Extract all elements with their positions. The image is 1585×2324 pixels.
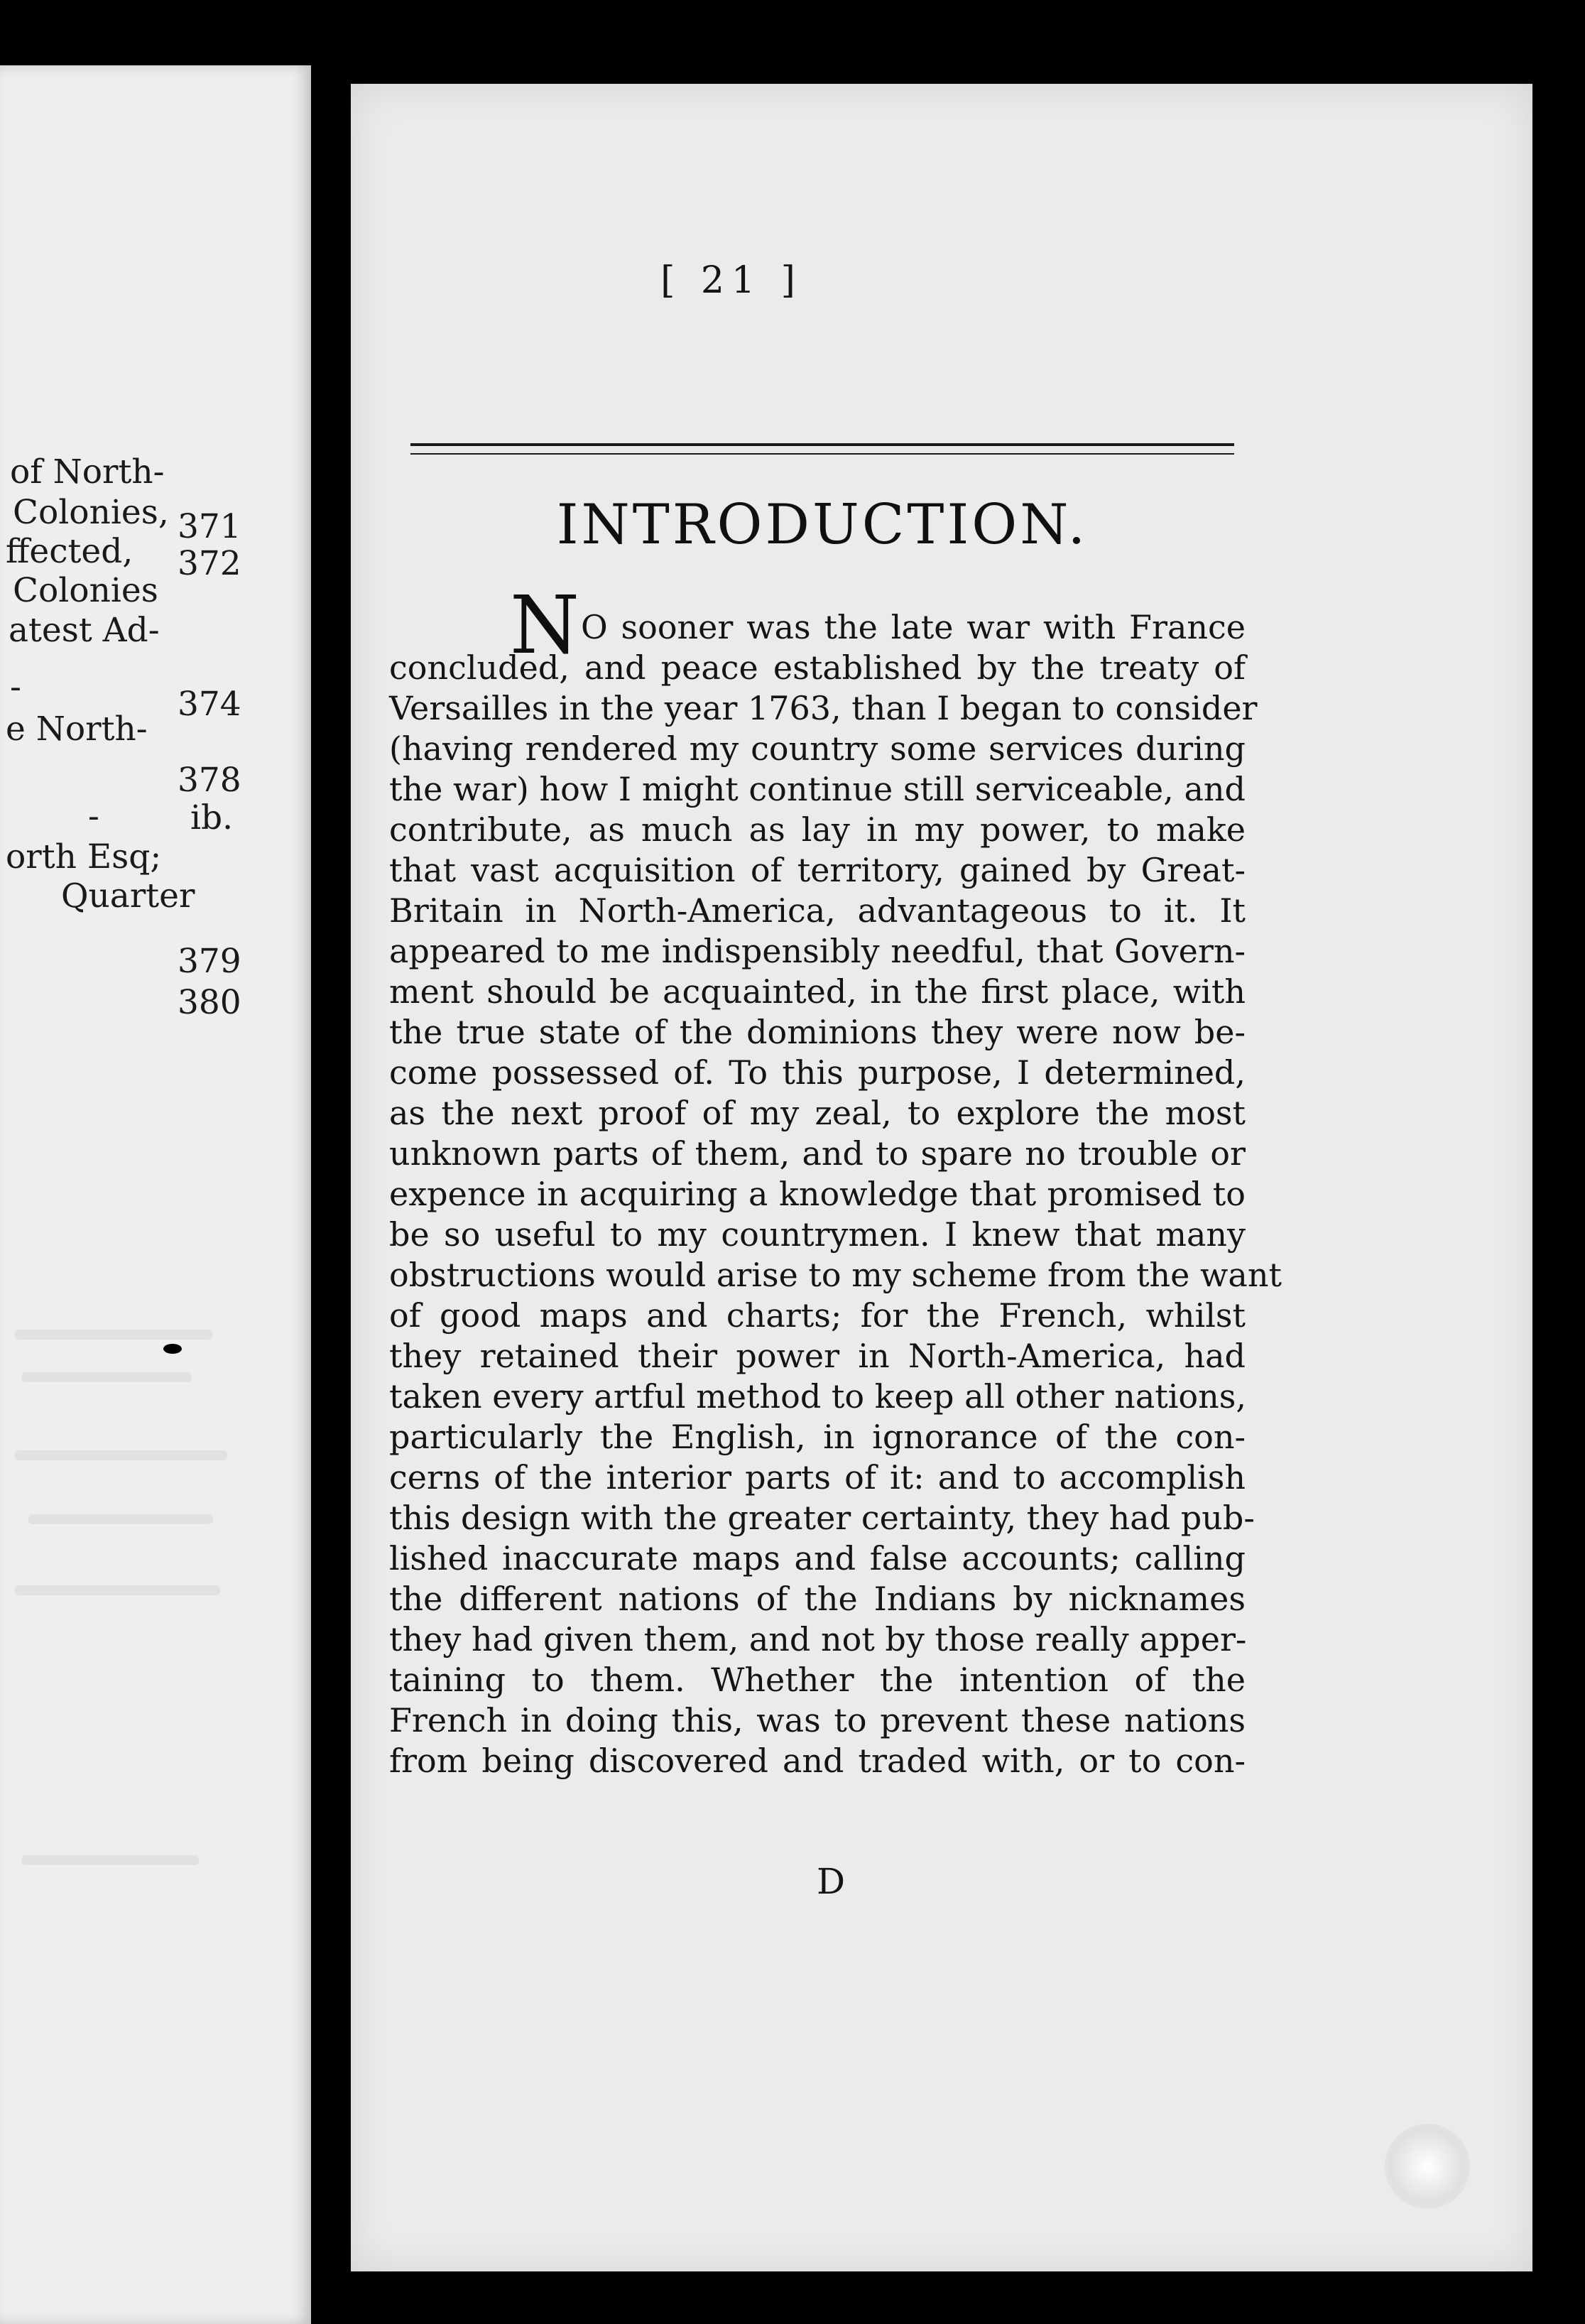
bleed-through-shadow: [14, 1585, 220, 1595]
body-line: taken every artful method to keep all other nations,: [389, 1377, 1246, 1416]
body-line: be so useful to my countrymen. I knew that many: [389, 1215, 1246, 1254]
bleed-through-shadow: [14, 1450, 227, 1460]
first-line-text: O sooner was the late war with France: [581, 608, 1246, 646]
body-line: contribute, as much as lay in my power, to make: [389, 810, 1246, 849]
bleed-through-shadow: [21, 1855, 199, 1865]
left-text-line: -: [88, 797, 99, 836]
bleed-through-shadow: [28, 1514, 213, 1524]
body-line: Versailles in the year 1763, than I began to consider: [389, 689, 1258, 727]
previous-page-fragment: [0, 65, 311, 2324]
left-text-line: Colonies,: [13, 493, 169, 532]
body-line: lished inaccurate maps and false accounts; calling: [389, 1539, 1246, 1578]
left-page-number-ref: 379: [178, 942, 241, 981]
body-text: [389, 580, 1282, 1781]
left-text-line: atest Ad-: [9, 611, 160, 650]
body-line: French in doing this, was to prevent these nations: [389, 1701, 1246, 1739]
body-line: the war) how I might continue still serviceable, and: [389, 770, 1246, 808]
body-line: concluded, and peace established by the treaty of: [389, 648, 1246, 687]
left-page-number-ref: 372: [178, 544, 241, 583]
body-line: of good maps and charts; for the French, whilst: [389, 1296, 1246, 1335]
body-line: Britain in North-America, advantageous to it. It: [389, 891, 1246, 930]
left-text-line: Quarter: [61, 876, 195, 916]
body-line: come possessed of. To this purpose, I determined,: [389, 1053, 1246, 1092]
body-line: the true state of the dominions they were now be-: [389, 1013, 1246, 1051]
bleed-through-shadow: [14, 1330, 213, 1340]
book-gutter: [311, 0, 351, 2324]
body-line: the different nations of the Indians by nicknames: [389, 1580, 1246, 1618]
left-text-line: orth Esq;: [6, 837, 162, 876]
left-page-number-ref: 378: [178, 761, 241, 800]
left-page-number-ref: 371: [178, 507, 241, 546]
left-page-number-ref: 380: [178, 983, 241, 1022]
drop-cap: N: [510, 580, 579, 672]
left-page-number-ref: 374: [178, 685, 241, 724]
body-line: taining to them. Whether the intention of the: [389, 1661, 1246, 1699]
left-text-line: of North-: [10, 452, 165, 492]
body-line: ment should be acquainted, in the first place, with: [389, 972, 1246, 1011]
body-line: (having rendered my country some services during: [389, 729, 1246, 768]
body-line: cerns of the interior parts of it: and to accomplish: [389, 1458, 1246, 1497]
left-text-line: -: [10, 668, 21, 707]
body-line: particularly the English, in ignorance of the con-: [389, 1418, 1246, 1456]
scan-speck: [514, 4, 521, 14]
left-text-line: Colonies: [13, 571, 158, 610]
signature-mark: D: [816, 1861, 846, 1902]
body-line: as the next proof of my zeal, to explore the most: [389, 1094, 1246, 1132]
left-page-number-ref: ib.: [190, 798, 234, 837]
chapter-heading: INTRODUCTION.: [556, 493, 1089, 557]
body-line: they retained their power in North-America, had: [389, 1337, 1246, 1375]
body-line: unknown parts of them, and to spare no trouble or: [389, 1134, 1246, 1173]
body-line: appeared to me indispensibly needful, that Govern-: [389, 932, 1246, 970]
paragraph-lines: [389, 648, 1282, 1781]
body-line: expence in acquiring a knowledge that promised to: [389, 1175, 1246, 1213]
bleed-through-shadow: [21, 1372, 192, 1382]
body-line: they had given them, and not by those really apper-: [389, 1620, 1247, 1658]
left-text-line: ffected,: [6, 532, 134, 571]
page-number: [ 21 ]: [660, 259, 802, 302]
body-line: from being discovered and traded with, or to con-: [389, 1742, 1246, 1780]
body-line: obstructions would arise to my scheme from the want: [389, 1256, 1282, 1294]
body-line: this design with the greater certainty, they had pub-: [389, 1499, 1255, 1537]
body-line: that vast acquisition of territory, gained by Great-: [389, 851, 1246, 889]
light-flare: [1385, 2124, 1470, 2209]
ink-speck: [163, 1344, 182, 1354]
left-text-line: e North-: [6, 710, 148, 749]
heading-rule: [410, 443, 1234, 455]
